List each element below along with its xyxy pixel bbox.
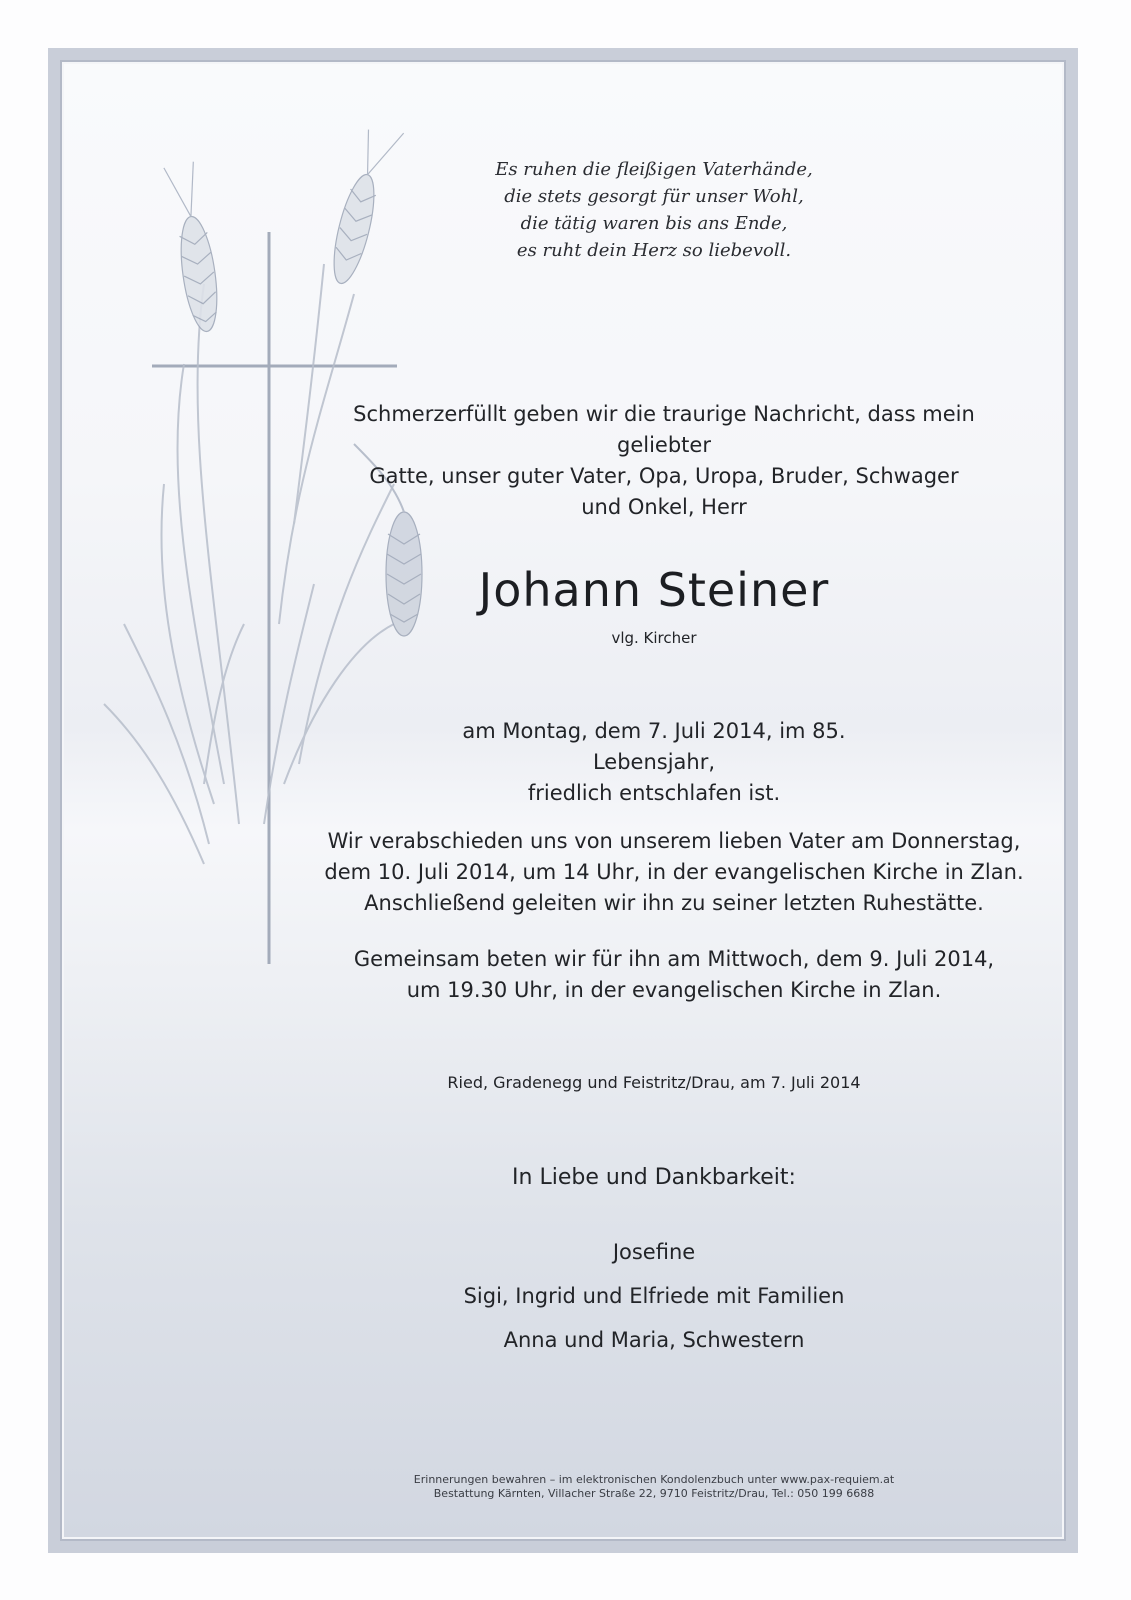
prayer-block [314, 944, 1034, 1006]
announcement-block [304, 399, 1024, 523]
footer-condolence: Erinnerungen bewahren – im elektronischen Kondolenzbuch unter www.pax-requiem.at [413, 1473, 895, 1486]
mourner-line: Anna und Maria, Schwestern [503, 1328, 805, 1352]
inner-frame [62, 62, 1064, 1539]
verse-line: die tätig waren bis ans Ende, [520, 213, 788, 234]
death-notice-line: friedlich entschlafen ist. [527, 781, 781, 805]
announcement-line: Gatte, unser guter Vater, Opa, Uropa, Bruder, Schwager [369, 464, 959, 488]
announcement-line: Schmerzerfüllt geben wir die traurige Nachricht, dass mein geliebter [353, 402, 975, 457]
wheat-ear-left [164, 161, 223, 334]
verse-line: die stets gesorgt für unser Wohl, [504, 186, 804, 207]
footer-undertaker: Bestattung Kärnten, Villacher Straße 22, 9710 Feistritz/Drau, Tel.: 050 199 6688 [433, 1487, 875, 1500]
verse-block [404, 156, 904, 264]
thanks-heading: In Liebe und Dankbarkeit: [512, 1165, 796, 1190]
farewell-line: Anschließend geleiten wir ihn zu seiner letzten Ruhestätte. [364, 891, 984, 915]
farewell-line: dem 10. Juli 2014, um 14 Uhr, in der evangelischen Kirche in Zlan. [324, 860, 1024, 884]
farewell-line: Wir verabschieden uns von unserem lieben Vater am Donnerstag, [327, 829, 1021, 853]
announcement-line: und Onkel, Herr [581, 495, 747, 519]
prayer-line: Gemeinsam beten wir für ihn am Mittwoch, dem 9. Juli 2014, [353, 947, 995, 971]
mourner-line: Josefine [612, 1240, 696, 1264]
deceased-vulgo-name: vlg. Kircher [611, 629, 697, 647]
mourner-line: Sigi, Ingrid und Elfriede mit Familien [463, 1284, 845, 1308]
verse-line: es ruht dein Herz so liebevoll. [516, 240, 792, 261]
death-notice-block [404, 716, 904, 809]
prayer-line: um 19.30 Uhr, in der evangelischen Kirche in Zlan. [406, 978, 942, 1002]
place-date: Ried, Gradenegg und Feistritz/Drau, am 7. Juli 2014 [447, 1073, 861, 1092]
grass-blades [104, 264, 394, 864]
death-notice-line: am Montag, dem 7. Juli 2014, im 85. Lebensjahr, [462, 719, 846, 774]
wheat-ear-top [326, 123, 404, 289]
verse-line: Es ruhen die fleißigen Vaterhände, [495, 159, 813, 180]
deceased-name: Johann Steiner [478, 563, 830, 617]
farewell-block [314, 826, 1034, 919]
